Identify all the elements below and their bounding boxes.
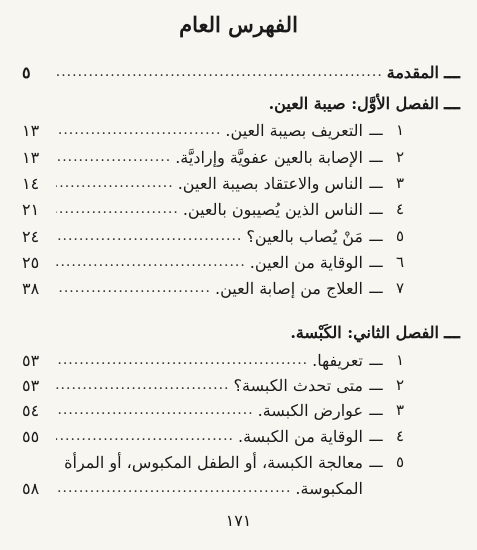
entry-dash: ـــ bbox=[369, 200, 383, 218]
entry-number: ٧ bbox=[395, 279, 405, 297]
leader-dots bbox=[56, 226, 242, 246]
entry-text: المقدمة bbox=[386, 62, 439, 82]
entry-dash: ـــ bbox=[369, 121, 383, 139]
chapter-heading-1 bbox=[22, 91, 465, 115]
entry-number: ٥ bbox=[395, 227, 405, 245]
leader-dots bbox=[56, 400, 254, 420]
leader-dots bbox=[56, 147, 171, 167]
entry-page: ٣٨ bbox=[22, 278, 40, 298]
page-title: الفهرس العام bbox=[179, 12, 298, 37]
leader-dots bbox=[56, 173, 174, 193]
entry-text: التعريف بصيبة العين. bbox=[225, 120, 363, 140]
leader-dots bbox=[56, 62, 383, 82]
entry-page: ١٣ bbox=[22, 120, 40, 140]
entry-text: الناس الذين يُصيبون بالعين. bbox=[182, 199, 363, 219]
entry-text: الوقاية من الكبسة. bbox=[238, 426, 363, 446]
entry-dash: ـــ bbox=[369, 427, 383, 445]
entry-number: ٢ bbox=[395, 376, 405, 394]
entry-number: ١ bbox=[395, 121, 405, 139]
leader-dots bbox=[56, 252, 246, 272]
entry-page: ٥٤ bbox=[22, 400, 40, 420]
entry-dash: ـــ bbox=[369, 227, 383, 245]
entry-number: ٤ bbox=[395, 427, 405, 445]
toc-entry bbox=[22, 398, 465, 422]
entry-number: ٦ bbox=[395, 253, 405, 271]
entry-dash: ـــ bbox=[369, 148, 383, 166]
chapter-title: الفصل الأوَّل: صيبة العين. bbox=[268, 93, 439, 113]
leader-dots bbox=[56, 426, 234, 446]
entry-text: العلاج من إصابة العين. bbox=[215, 278, 363, 298]
entry-text: الإصابة بالعين عفويَّة وإراديَّة. bbox=[175, 147, 363, 167]
toc-entry-introduction bbox=[22, 60, 465, 84]
toc-entry bbox=[22, 197, 465, 221]
leader-dots bbox=[56, 350, 308, 370]
leader-dots bbox=[56, 199, 179, 219]
bullet-dash: ـــ bbox=[444, 61, 460, 83]
entry-page: ٢٤ bbox=[22, 226, 40, 246]
leader-dots bbox=[56, 478, 291, 498]
toc-entry bbox=[22, 373, 465, 397]
toc-entry bbox=[22, 250, 465, 274]
entry-page: ٥٥ bbox=[22, 426, 40, 446]
entry-dash: ـــ bbox=[369, 351, 383, 369]
entry-page: ٥٣ bbox=[22, 350, 40, 370]
entry-number: ٣ bbox=[395, 401, 405, 419]
entry-text: معالجة الكبسة، أو الطفل المكبوس، أو المرأة bbox=[64, 452, 363, 472]
entry-page: ٢٥ bbox=[22, 252, 40, 272]
bullet-dash: ـــ bbox=[444, 92, 460, 114]
entry-dash: ـــ bbox=[369, 401, 383, 419]
entry-number: ٥ bbox=[395, 453, 405, 471]
entry-number: ١ bbox=[395, 351, 405, 369]
chapter-heading-2 bbox=[22, 320, 465, 344]
toc-entry bbox=[22, 145, 465, 169]
toc-entry bbox=[22, 118, 465, 142]
entry-dash: ـــ bbox=[369, 253, 383, 271]
toc-entry bbox=[22, 171, 465, 195]
entry-text: الوقاية من العين. bbox=[249, 252, 363, 272]
entry-text: متى تحدث الكبسة؟ bbox=[233, 375, 363, 395]
leader-dots bbox=[56, 375, 230, 395]
entry-page: ٥٣ bbox=[22, 375, 40, 395]
toc-entry bbox=[22, 276, 465, 300]
entry-dash: ـــ bbox=[369, 174, 383, 192]
page-number: ١٧١ bbox=[225, 511, 252, 530]
toc-entry bbox=[22, 348, 465, 372]
entry-page: ٥٨ bbox=[22, 478, 40, 498]
entry-text: المكبوسة. bbox=[295, 478, 363, 498]
toc-entry bbox=[22, 424, 465, 448]
entry-dash: ـــ bbox=[369, 279, 383, 297]
toc-entry-continuation bbox=[22, 476, 465, 500]
entry-dash: ـــ bbox=[369, 453, 383, 471]
leader-dots bbox=[56, 120, 221, 140]
chapter-title: الفصل الثاني: الكَبْسة. bbox=[290, 322, 439, 342]
entry-dash: ـــ bbox=[369, 376, 383, 394]
leader-dots bbox=[56, 278, 211, 298]
entry-page: ١٤ bbox=[22, 173, 40, 193]
entry-page: ٢١ bbox=[22, 199, 40, 219]
entry-text: الناس والاعتقاد بصيبة العين. bbox=[177, 173, 363, 193]
bullet-dash: ـــ bbox=[444, 321, 460, 343]
entry-number: ٣ bbox=[395, 174, 405, 192]
entry-text: عوارض الكبسة. bbox=[257, 400, 363, 420]
entry-text: تعريفها. bbox=[312, 350, 363, 370]
toc-entry bbox=[22, 450, 465, 474]
entry-page: ٥ bbox=[22, 62, 31, 82]
entry-page: ١٣ bbox=[22, 147, 40, 167]
entry-text: مَنْ يُصاب بالعين؟ bbox=[246, 226, 363, 246]
entry-number: ٢ bbox=[395, 148, 405, 166]
toc-entry bbox=[22, 224, 465, 248]
entry-number: ٤ bbox=[395, 200, 405, 218]
